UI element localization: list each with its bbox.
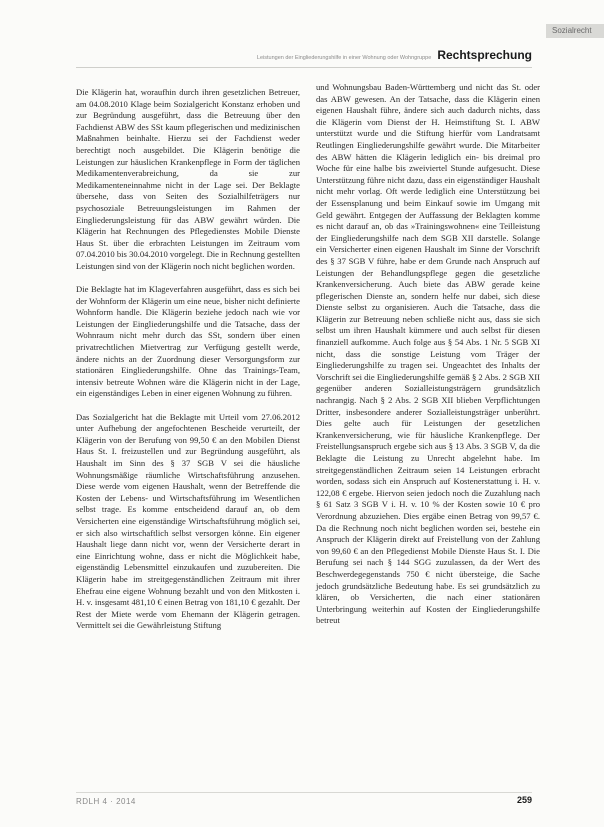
page-number: 259 xyxy=(516,795,532,805)
header-section-title: Rechtsprechung xyxy=(437,48,532,62)
section-tab: Sozialrecht xyxy=(546,24,604,38)
paragraph: Das Sozialgericht hat die Beklagte mit Urteil vom 27.06.2012 unter Aufhebung der angefochtenen Bescheide verurteilt, der Klägerin von der Berufung von 99,50 € an den Mobilen Dienst Haus St. I. freizustellen und zur Begründung ausgeführt, als Haushalt im Sinn des § 37 SGB V sei die häusliche Wohnungsmäßige räumliche Wirtschaftsführung anzusehen. Diese werde vom eigenen Haushalt, wenn der Betreffende die Kosten der Lebens- und Wirtschaftsführung im Wesentlichen selbst trage. Es komme entscheidend darauf an, ob dem Versicherten eine eigenständige Wirtschaftsführung möglich sei, er sich also wirtschaftlich selbst versorgen könne. Ein eigener Haushalt liege dann nicht vor, wenn der Versicherte derart in eine Einrichtung wohne, dass er nicht die Möglichkeit habe, eigenständig Lebensmittel einzukaufen und zuzubereiten. Die Klägerin habe im streitgegenständlichen Zeitraum mit ihrer Ehefrau eine eigene Wohnung bezahlt und von den Mitkosten i. H. v. insgesamt 481,10 € einen Betrag von 181,10 € gezahlt. Der Rest der Miete werde vom Ehemann der Klägerin getragen. Vermittelt sei die Gewährleistung Stiftung xyxy=(76,411,300,631)
left-column xyxy=(76,87,300,644)
header-subtitle: Leistungen der Eingliederungshilfe in einer Wohnung oder Wohngruppe xyxy=(256,55,432,61)
paragraph: Die Beklagte hat im Klageverfahren ausgeführt, dass es sich bei der Wohnform der Klägerin um eine neue, bisher nicht definierte Wohnform handle. Die Klägerin beziehe jedoch nach wie vor Leistungen der Eingliederungshilfe und die Tatsache, dass der Wohnraum nicht mehr durch das SSt, sondern über einen privatrechtlichen Mietvertrag zur Verfügung gestellt werde, ändere nichts an der Zuordnung dieser Versorgungsform zur stationären Eingliederungshilfe. Ohne das Trainings-Team, intensiv betreute Wohnen wäre die Klägerin nicht in der Lage, ein eigenständiges Leben in einer eigenen Wohnung zu führen. xyxy=(76,284,300,399)
paragraph: Die Klägerin hat, woraufhin durch ihren gesetzlichen Betreuer, am 04.08.2010 Klage beim Sozialgericht Konstanz erhoben und zur Begründung ausgeführt, dass die Betreuung über den Fachdienst ABW des SSt kaum pflegerischen und medizinischen Maßnahmen beinhalte. Hierzu sei der Fachdienst weder berechtigt noch ausgebildet. Die Klägerin benötige die Leistungen zur häuslichen Krankenpflege in Form der täglichen Medikamentenverabreichung, da sie zur Medikamenteneinnahme nicht in der Lage sei. Der Beklagte übersehe, dass von Seiten des Sozialhilfeträgers nur psychosoziale Betreuungsleistungen im Rahmen der Eingliederungsleistung für das ABW gewährt würden. Die Klägerin hat Rechnungen des Pflegedienstes Mobile Dienste Haus St. über die erbrachten Leistungen im Zeitraum vom 07.04.2010 bis 30.04.2010 vorgelegt. Die in Rechnung gestellten Leistungen sind von der Klägerin noch nicht beglichen worden. xyxy=(76,87,300,271)
footer-rule xyxy=(76,792,532,793)
header-rule xyxy=(76,67,532,68)
right-column xyxy=(316,82,540,639)
paragraph: und Wohnungsbau Baden-Württemberg und nicht das St. oder das ABW gewesen. An der Tatsache, dass die Klägerin einen eigenen Haushalt führe, ändere sich auch dadurch nichts, dass die Klägerin vom Dienst der H. Heimstiftung St. I. ABW unterstützt wurde und die Stiftung hierfür vom Landratsamt Reutlingen Eingliederungshilfe gewährt wurde. Die Mitarbeiter des ABW hätten die Klägerin lediglich ein- bis dreimal pro Woche für eine halbe bis zweiviertel Stunde aufgesucht. Diese Unterstützung führe nicht dazu, dass ein eigenständiger Haushalt nicht mehr vorlag. Oft werde lediglich eine Unterstützung bei der Essensplanung und beim Einkauf sowie im Umgang mit Geld gewährt. Entgegen der Auffassung der Beklagten komme es nicht darauf an, ob das »Trainingswohnen« eine Teilleistung der Eingliederungshilfe nach dem SGB XII darstelle. Solange ein Versicherter einen eigenen Haushalt im Sinne der Vorschrift des § 37 SGB V führe, habe er dem Grunde nach Anspruch auf Leistungen der Behandlungspflege gegen die gesetzliche Krankenversicherung. Auch biete das ABW gerade keine pflegerischen Dienste an, sondern helfe nur dabei, sich diese Dienste selbst zu organisieren. Auch die Tatsache, dass die Klägerin zur Betreuung neben schließe nicht aus, dass sie sich selbst um ihren Haushalt kümmere und auch selbst für diesen finanziell aufkomme. Auch folge aus § 54 Abs. 1 Nr. 5 SGB XI nicht, dass die sonstige Leistung vom Träger der Eingliederungshilfe zu tragen sei. Ungeachtet des Inhalts der Vorschrift sei die Eingliederungshilfe gemäß § 2 Abs. 2 SGB XII gegenüber anderen Sozialleistungsträgern grundsätzlich nachrangig. Nach § 2 Abs. 2 SGB XII blieben Verpflichtungen Dritter, insbesondere anderer Sozialleistungsträger unberührt. Dies gelte auch für Leistungen der gesetzlichen Krankenversicherung, wie für häusliche Krankenpflege. Der Freistellungsanspruch ergebe sich aus § 13 Abs. 3 SGB V, da die Beklagte die Leistung zu Unrecht abgelehnt habe. Im streitgegenständlichen Zeitraum seien 14 Leistungen erbracht worden, sodass sich ein Anspruch auf Kostenerstattung i. H. v. 122,08 € ergebe. Hiervon seien jedoch noch die Zuzahlung nach § 61 Satz 3 SGB V i. H. v. 10 % der Kosten sowie 10 € pro Verordnung abzuziehen. Dies ergäbe einen Betrag von 99,57 €. Da die Rechnung noch nicht beglichen worden sei, bestehe ein Anspruch der Klägerin direkt auf Freistellung von der Zahlung von 99,60 € an den Pflegedienst Mobile Dienste Haus St. I. Die Berufung sei nach § 144 SGG zuzulassen, da der Wert des Beschwerdegegenstands 750 € nicht übersteige, die Sache jedoch grundsätzliche Bedeutung habe. Es sei grundsätzlich zu klären, ob Versicherten, die nach einer stationären Unterbringung weiterhin auf Kosten der Eingliederungshilfe betreut xyxy=(316,82,540,626)
journal-issue: RDLH 4 · 2014 xyxy=(76,797,136,806)
running-header xyxy=(84,48,532,62)
